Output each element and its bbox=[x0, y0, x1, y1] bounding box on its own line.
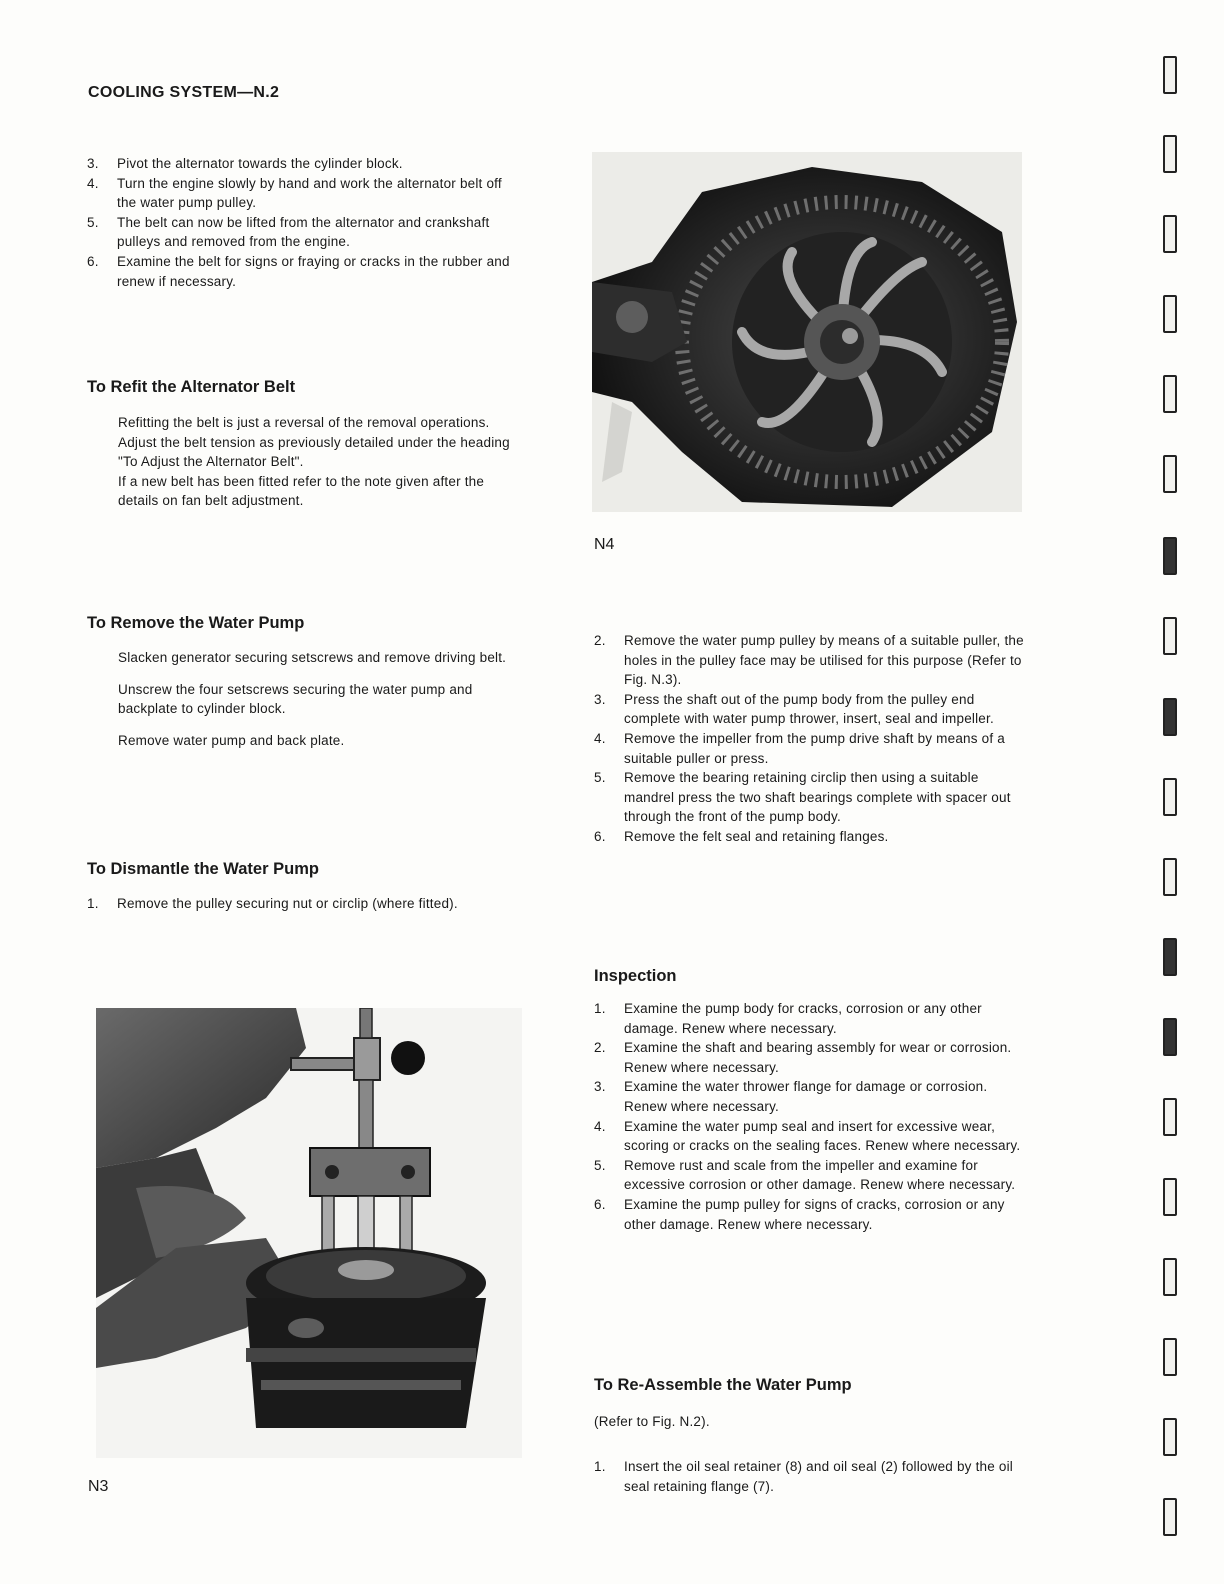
binder-hole bbox=[1163, 938, 1177, 976]
figure-n4-photo bbox=[592, 152, 1022, 512]
list-item: 4. Examine the water pump seal and insert for excessive wear, scoring or cracks on the sealing faces. Renew where necessary. bbox=[594, 1118, 1021, 1154]
binder-hole bbox=[1163, 56, 1177, 94]
figure-n4-caption: N4 bbox=[594, 536, 615, 553]
inspection-steps bbox=[594, 999, 1028, 1234]
binder-hole bbox=[1163, 1018, 1177, 1056]
list-item: 2. Examine the shaft and bearing assembly for wear or corrosion. Renew where necessary. bbox=[594, 1040, 1012, 1075]
dismantle-steps-start bbox=[87, 894, 520, 914]
list-item: 1. Examine the pump body for cracks, corrosion or any other damage. Renew where necessary. bbox=[594, 1001, 982, 1036]
remove-pump-paragraph-3: Remove water pump and back plate. bbox=[118, 732, 345, 748]
puller-press-illustration bbox=[96, 1008, 522, 1458]
reassemble-reference: (Refer to Fig. N.2). bbox=[594, 1414, 710, 1429]
binder-hole bbox=[1163, 1258, 1177, 1296]
refit-belt-section bbox=[118, 413, 519, 511]
list-item: 2. Remove the water pump pulley by means of a suitable puller, the holes in the pulley face may be utilised for this purpose (Refer to Fig. N.3). bbox=[594, 633, 1024, 688]
water-pump-impeller-illustration bbox=[592, 152, 1022, 512]
remove-pump-heading: To Remove the Water Pump bbox=[87, 614, 305, 632]
refit-belt-heading: To Refit the Alternator Belt bbox=[87, 378, 296, 396]
list-item: 6. Remove the felt seal and retaining flanges. bbox=[594, 828, 889, 844]
list-item: 1. Remove the pulley securing nut or circlip (where fitted). bbox=[87, 896, 458, 911]
binder-hole bbox=[1163, 135, 1177, 173]
binder-hole bbox=[1163, 537, 1177, 575]
list-item: 6. Examine the belt for signs or fraying or cracks in the rubber and renew if necessary. bbox=[87, 253, 510, 289]
binder-hole bbox=[1163, 617, 1177, 655]
list-item: 1. Insert the oil seal retainer (8) and oil seal (2) followed by the oil seal retaining flange (7). bbox=[594, 1459, 1013, 1494]
dismantle-steps-continued bbox=[594, 631, 1027, 847]
reassemble-pump-heading: To Re-Assemble the Water Pump bbox=[594, 1376, 852, 1394]
list-item: 5. Remove the bearing retaining circlip then using a suitable mandrel press the two shaft bearings complete with spacer out through the front of the pump body. bbox=[594, 770, 1011, 825]
reassemble-steps bbox=[594, 1457, 1028, 1496]
binder-hole bbox=[1163, 455, 1177, 493]
remove-pump-paragraph-2: Unscrew the four setscrews securing the water pump and backplate to cylinder block. bbox=[118, 681, 473, 717]
list-item: 5. Remove rust and scale from the impeller and examine for excessive corrosion or other damage. Renew where necessary. bbox=[594, 1157, 1016, 1193]
binder-hole bbox=[1163, 778, 1177, 816]
list-item: 3. Press the shaft out of the pump body from the pulley end complete with water pump thrower, insert, seal and impeller. bbox=[594, 691, 994, 727]
page-header: COOLING SYSTEM—N.2 bbox=[88, 84, 280, 101]
list-item: 4. Remove the impeller from the pump drive shaft by means of a suitable puller or press. bbox=[594, 730, 1005, 766]
list-item: 5. The belt can now be lifted from the alternator and crankshaft pulleys and removed from the engine. bbox=[87, 214, 490, 250]
alternator-removal-steps bbox=[87, 154, 519, 291]
list-item: 4. Turn the engine slowly by hand and work the alternator belt off the water pump pulley. bbox=[87, 175, 502, 211]
figure-n3-caption: N3 bbox=[88, 1478, 109, 1495]
list-item: 6. Examine the pump pulley for signs of cracks, corrosion or any other damage. Renew where necessary. bbox=[594, 1196, 1005, 1232]
list-item: 3. Pivot the alternator towards the cylinder block. bbox=[87, 156, 403, 171]
binder-hole bbox=[1163, 1098, 1177, 1136]
list-item: 3. Examine the water thrower flange for damage or corrosion. Renew where necessary. bbox=[594, 1079, 988, 1114]
binder-hole bbox=[1163, 1338, 1177, 1376]
binder-hole bbox=[1163, 1418, 1177, 1456]
binder-hole bbox=[1163, 858, 1177, 896]
remove-pump-section bbox=[118, 648, 519, 750]
binder-holes bbox=[1163, 0, 1177, 1584]
figure-n3-photo bbox=[96, 1008, 522, 1458]
dismantle-pump-heading: To Dismantle the Water Pump bbox=[87, 860, 319, 878]
refit-belt-note: If a new belt has been fitted refer to the note given after the details on fan belt adjustment. bbox=[118, 473, 485, 509]
inspection-heading: Inspection bbox=[594, 967, 677, 985]
binder-hole bbox=[1163, 215, 1177, 253]
binder-hole bbox=[1163, 698, 1177, 736]
binder-hole bbox=[1163, 1178, 1177, 1216]
binder-hole bbox=[1163, 1498, 1177, 1536]
refit-belt-paragraph: Refitting the belt is just a reversal of the removal operations. Adjust the belt tension as previously detailed under the heading "To Adjust the Alternator Belt". bbox=[118, 415, 510, 470]
remove-pump-paragraph-1: Slacken generator securing setscrews and remove driving belt. bbox=[118, 650, 507, 665]
binder-hole bbox=[1163, 295, 1177, 333]
binder-hole bbox=[1163, 375, 1177, 413]
